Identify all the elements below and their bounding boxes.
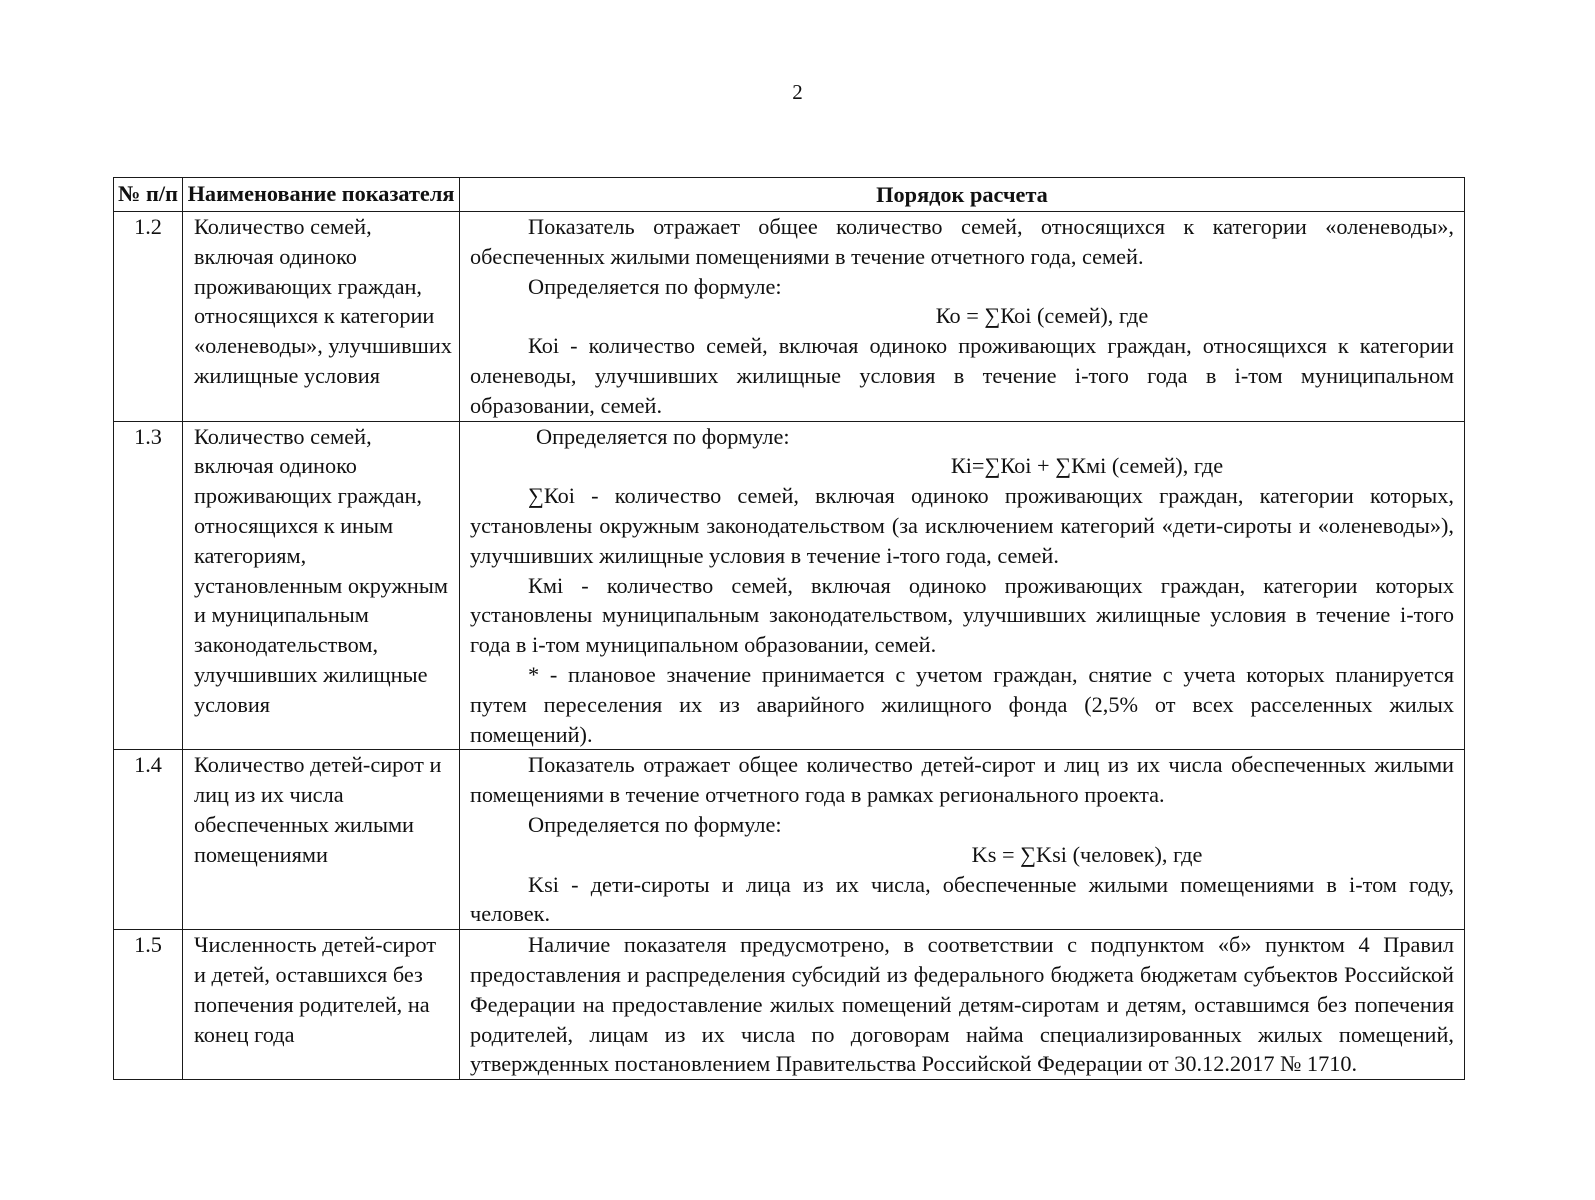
table-header-row xyxy=(114,178,1465,212)
calc-paragraph: Коi - количество семей, включая одиноко проживающих граждан, относящихся к категории оленеводы, улучшивших жилищные условия в течение i-того года в i-том муниципальном образовании, семей. xyxy=(470,333,1454,418)
row-num: 1.5 xyxy=(114,930,183,1080)
row-num: 1.3 xyxy=(114,421,183,750)
calc-paragraph: ∑Коi - количество семей, включая одиноко проживающих граждан, категории которых, установлены окружным законодательством (за исключением категорий «дети-сироты и «оленеводы»), улучшивших жилищные условия в течение i-того года, семей. xyxy=(470,483,1454,568)
table-row xyxy=(114,212,1465,422)
calc-paragraph: Определяется по формуле: xyxy=(536,423,790,449)
table-row xyxy=(114,930,1465,1080)
row-calc xyxy=(460,421,1465,750)
calc-paragraph: Показатель отражает общее количество детей-сирот и лиц из их числа обеспеченных жилыми помещениями в течение отчетного года в рамках регионального проекта. xyxy=(470,752,1454,808)
table-row xyxy=(114,750,1465,930)
formula: Ко = ∑Коi (семей), где xyxy=(935,303,1149,329)
indicators-table xyxy=(113,177,1465,1080)
calc-paragraph: Кмi - количество семей, включая одиноко проживающих граждан, категории которых установлены муниципальным законодательством, улучшивших жилищные условия в течение i-того года в i-том муниципальном образовании, семей. xyxy=(470,572,1454,658)
calc-paragraph: Показатель отражает общее количество семей, относящихся к категории «оленеводы», обеспеченных жилыми помещениями в течение отчетного года, семей. xyxy=(470,214,1454,269)
row-num: 1.4 xyxy=(114,750,183,930)
row-calc xyxy=(460,212,1465,422)
row-name: Количество детей-сирот и лиц из их числа обеспеченных жилыми помещениями xyxy=(183,750,460,930)
calc-paragraph: Определяется по формуле: xyxy=(528,273,782,299)
row-calc xyxy=(460,930,1465,1080)
calc-paragraph: Определяется по формуле: xyxy=(528,811,782,837)
row-num: 1.2 xyxy=(114,212,183,422)
calc-paragraph: Наличие показателя предусмотрено, в соответствии с подпунктом «б» пунктом 4 Правил предоставления и распределения субсидий из федерального бюджета бюджетам субъектов Российской Федерации на предоставление жилых помещений детям-сиротам и детям, оставшимся без попечения родителей, лицам из их числа по договорам найма специализированных жилых помещений, утвержденных постановлением Правительства Российской Федерации от 30.12.2017 № 1710. xyxy=(470,932,1454,1077)
page-number: 2 xyxy=(792,80,803,104)
row-name: Численность детей-сирот и детей, оставшихся без попечения родителей, на конец года xyxy=(183,930,460,1080)
formula: Ks = ∑Ksi (человек), где xyxy=(971,841,1203,867)
row-name: Количество семей, включая одиноко проживающих граждан, относящихся к иным категориям, установленным окружным и муниципальным законодательством, улучшивших жилищные условия xyxy=(183,421,460,750)
calc-note: * - плановое значение принимается с учетом граждан, снятие с учета которых планируется путем переселения их из аварийного жилищного фонда (2,5% от всех расселенных жилых помещений). xyxy=(470,661,1454,747)
header-calc: Порядок расчета xyxy=(460,178,1465,212)
row-name: Количество семей, включая одиноко проживающих граждан, относящихся к категории «оленеводы», улучшивших жилищные условия xyxy=(183,212,460,422)
calc-paragraph: Ksi - дети-сироты и лица из их числа, обеспеченные жилыми помещениями в i-том году, человек. xyxy=(470,871,1454,927)
row-calc xyxy=(460,750,1465,930)
table-row xyxy=(114,421,1465,750)
formula: Кi=∑Коi + ∑Кмi (семей), где xyxy=(950,453,1224,479)
header-name: Наименование показателя xyxy=(183,178,460,212)
header-num: № п/п xyxy=(114,178,183,212)
